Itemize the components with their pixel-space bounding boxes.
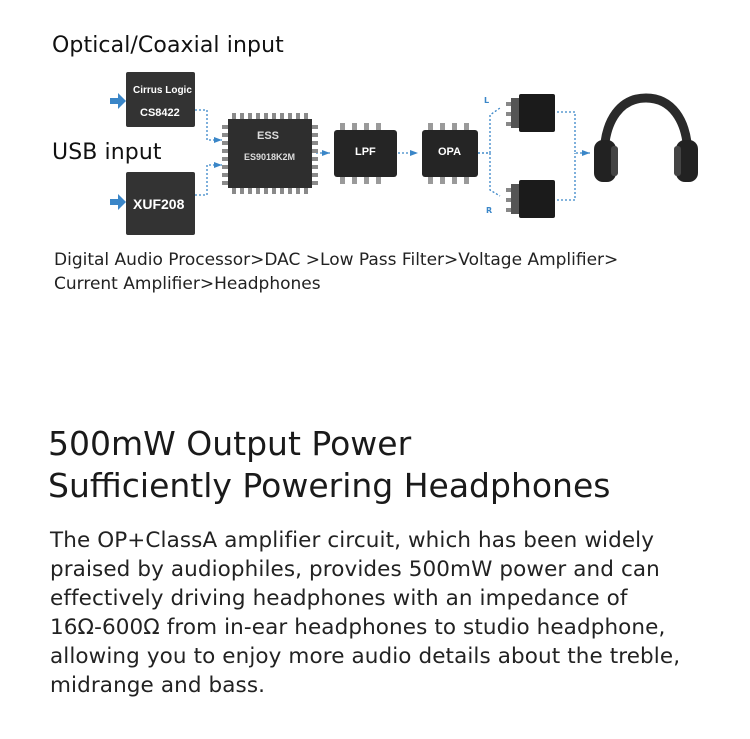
feature-body-line: praised by audiophiles, provides 500mW power and can bbox=[50, 557, 660, 582]
usb-input-label: USB input bbox=[52, 140, 162, 165]
headphones-icon bbox=[594, 98, 698, 182]
channel-right-label: R bbox=[486, 206, 493, 215]
optical-coaxial-input-label: Optical/Coaxial input bbox=[52, 33, 284, 58]
input-arrow-icon bbox=[110, 194, 126, 210]
cs8422-brand-label: Cirrus Logic bbox=[133, 85, 192, 96]
signal-flow-diagram bbox=[0, 0, 750, 240]
feature-body-line: 16Ω-600Ω from in-ear headphones to studio headphone, bbox=[50, 615, 666, 640]
output-transistor-left-icon bbox=[506, 94, 555, 132]
channel-left-label: L bbox=[484, 96, 490, 105]
xuf208-usb-chip bbox=[126, 172, 195, 235]
feature-body-line: midrange and bass. bbox=[50, 673, 266, 698]
feature-body-line: effectively driving headphones with an impedance of bbox=[50, 586, 628, 611]
lpf-label: LPF bbox=[355, 146, 376, 158]
feature-title-line1: 500mW Output Power bbox=[48, 424, 412, 463]
feature-body-line: The OP+ClassA amplifier circuit, which has been widely bbox=[50, 528, 655, 553]
es9018k2m-dac-chip bbox=[228, 119, 312, 188]
lpf-chip bbox=[334, 130, 397, 177]
signal-flow-caption-line1: Digital Audio Processor>DAC >Low Pass Filter>Voltage Amplifier> bbox=[54, 250, 619, 270]
output-transistor-right-icon bbox=[506, 180, 555, 218]
feature-body-line: allowing you to enjoy more audio details about the treble, bbox=[50, 644, 681, 669]
dac-brand-label: ESS bbox=[257, 130, 280, 142]
opa-label: OPA bbox=[438, 146, 462, 158]
cs8422-model-label: CS8422 bbox=[140, 107, 180, 119]
cs8422-receiver-chip bbox=[126, 72, 195, 127]
signal-flow-caption-line2: Current Amplifier>Headphones bbox=[54, 274, 321, 294]
xuf208-model-label: XUF208 bbox=[133, 196, 185, 212]
feature-title-line2: Sufficiently Powering Headphones bbox=[48, 466, 611, 505]
input-arrow-icon bbox=[110, 93, 126, 109]
feature-body bbox=[50, 526, 740, 700]
dac-model-label: ES9018K2M bbox=[244, 152, 296, 162]
opa-chip bbox=[422, 130, 478, 177]
